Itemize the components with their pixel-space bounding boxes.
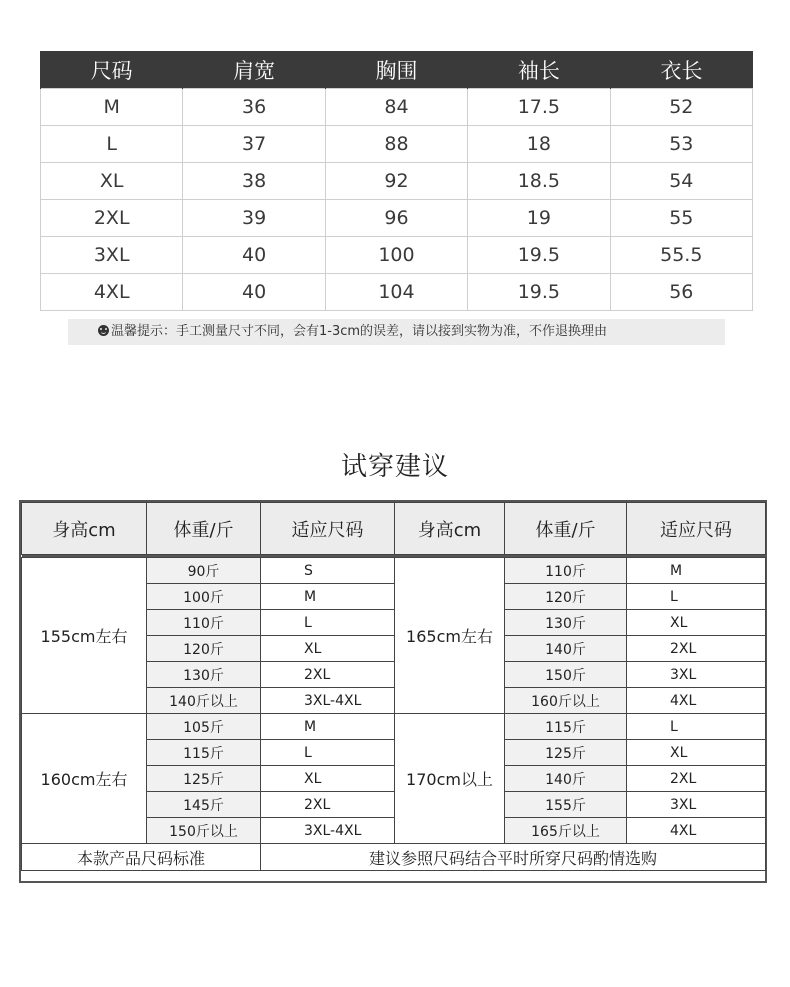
size-chart-row <box>41 126 753 163</box>
fit-weight-right: 140斤 <box>505 636 627 662</box>
fit-table-body <box>22 558 766 844</box>
fit-height-right: 170cm以上 <box>395 714 505 844</box>
fit-size-left: L <box>261 740 395 766</box>
fit-size-right: 2XL <box>627 636 766 662</box>
fit-weight-right: 120斤 <box>505 584 627 610</box>
size-chart-cell: 18 <box>468 126 610 163</box>
size-chart-header: 衣长 <box>610 51 752 89</box>
fit-weight-left: 125斤 <box>147 766 261 792</box>
size-chart-cell: 2XL <box>41 200 183 237</box>
size-chart-cell: 96 <box>325 200 467 237</box>
fit-header: 适应尺码 <box>627 503 766 555</box>
fit-header: 体重/斤 <box>505 503 627 555</box>
size-chart-cell: 19 <box>468 200 610 237</box>
size-chart-header: 尺码 <box>41 51 183 89</box>
size-chart-row <box>41 200 753 237</box>
size-chart-row <box>41 274 753 311</box>
fit-size-left: S <box>261 558 395 584</box>
fit-weight-right: 165斤以上 <box>505 818 627 844</box>
fit-weight-left: 110斤 <box>147 610 261 636</box>
size-chart-cell: 100 <box>325 237 467 274</box>
size-chart-cell: 3XL <box>41 237 183 274</box>
size-chart-cell: M <box>41 89 183 126</box>
fit-weight-left: 100斤 <box>147 584 261 610</box>
fit-weight-right: 115斤 <box>505 714 627 740</box>
size-chart-cell: 18.5 <box>468 163 610 200</box>
size-chart-cell: 17.5 <box>468 89 610 126</box>
fit-size-right: 4XL <box>627 688 766 714</box>
fit-weight-left: 130斤 <box>147 662 261 688</box>
fit-size-left: M <box>261 584 395 610</box>
fit-header: 适应尺码 <box>261 503 395 555</box>
size-chart-cell: 54 <box>610 163 752 200</box>
fit-size-left: 2XL <box>261 662 395 688</box>
size-chart-row <box>41 163 753 200</box>
fit-weight-right: 110斤 <box>505 558 627 584</box>
fit-size-left: XL <box>261 636 395 662</box>
size-chart-cell: 19.5 <box>468 237 610 274</box>
notice-text: 温馨提示：手工测量尺寸不同，会有1-3cm的误差，请以接到实物为准，不作退换理由 <box>111 324 608 339</box>
fit-height-left: 155cm左右 <box>22 558 147 714</box>
fit-size-right: L <box>627 584 766 610</box>
fit-weight-right: 160斤以上 <box>505 688 627 714</box>
fit-header-row <box>22 503 766 555</box>
size-chart-cell: 4XL <box>41 274 183 311</box>
fit-size-left: M <box>261 714 395 740</box>
size-chart-cell: 53 <box>610 126 752 163</box>
fit-size-left: XL <box>261 766 395 792</box>
fit-height-left: 160cm左右 <box>22 714 147 844</box>
size-chart-row <box>41 89 753 126</box>
size-chart-cell: 37 <box>183 126 325 163</box>
fit-row <box>22 558 766 584</box>
fit-size-left: 3XL-4XL <box>261 688 395 714</box>
size-chart-cell: 39 <box>183 200 325 237</box>
fit-weight-right: 130斤 <box>505 610 627 636</box>
fit-weight-left: 105斤 <box>147 714 261 740</box>
fit-weight-left: 115斤 <box>147 740 261 766</box>
fit-weight-right: 125斤 <box>505 740 627 766</box>
size-chart-cell: 19.5 <box>468 274 610 311</box>
fit-weight-right: 155斤 <box>505 792 627 818</box>
fit-row <box>22 714 766 740</box>
size-chart-cell: 56 <box>610 274 752 311</box>
measurement-notice <box>68 319 725 345</box>
size-chart-cell: 38 <box>183 163 325 200</box>
size-chart-header: 胸围 <box>325 51 467 89</box>
fit-size-right: 4XL <box>627 818 766 844</box>
size-chart-cell: 40 <box>183 237 325 274</box>
fit-footer-left: 本款产品尺码标准 <box>22 844 261 871</box>
fit-size-left: 3XL-4XL <box>261 818 395 844</box>
size-chart-cell: 104 <box>325 274 467 311</box>
fit-suggestion-table <box>19 500 767 883</box>
size-chart-table <box>40 51 753 311</box>
fit-size-right: 2XL <box>627 766 766 792</box>
size-chart-cell: 36 <box>183 89 325 126</box>
size-chart-header: 肩宽 <box>183 51 325 89</box>
size-chart-cell: XL <box>41 163 183 200</box>
fit-weight-left: 140斤以上 <box>147 688 261 714</box>
fit-size-left: L <box>261 610 395 636</box>
size-chart-body <box>41 89 753 311</box>
fit-weight-right: 150斤 <box>505 662 627 688</box>
fit-size-right: 3XL <box>627 662 766 688</box>
fit-size-right: L <box>627 714 766 740</box>
fit-header: 身高cm <box>22 503 147 555</box>
fit-weight-right: 140斤 <box>505 766 627 792</box>
fit-size-right: XL <box>627 740 766 766</box>
fit-weight-left: 150斤以上 <box>147 818 261 844</box>
size-chart-row <box>41 237 753 274</box>
fit-header: 体重/斤 <box>147 503 261 555</box>
fit-size-right: 3XL <box>627 792 766 818</box>
size-chart-cell: 92 <box>325 163 467 200</box>
size-chart-header-row <box>41 51 753 89</box>
size-chart-cell: 84 <box>325 89 467 126</box>
fit-header: 身高cm <box>395 503 505 555</box>
size-chart-header: 袖长 <box>468 51 610 89</box>
fit-weight-left: 145斤 <box>147 792 261 818</box>
size-chart-cell: 40 <box>183 274 325 311</box>
fit-footer-right: 建议参照尺码结合平时所穿尺码酌情选购 <box>261 844 766 871</box>
size-chart-cell: 55 <box>610 200 752 237</box>
fit-height-right: 165cm左右 <box>395 558 505 714</box>
size-chart-cell: 52 <box>610 89 752 126</box>
fit-size-left: 2XL <box>261 792 395 818</box>
fit-weight-left: 120斤 <box>147 636 261 662</box>
size-chart-cell: L <box>41 126 183 163</box>
fit-size-right: M <box>627 558 766 584</box>
size-chart-cell: 88 <box>325 126 467 163</box>
fit-size-right: XL <box>627 610 766 636</box>
smile-icon <box>98 325 109 336</box>
fit-footer-row <box>22 844 766 871</box>
fit-weight-left: 90斤 <box>147 558 261 584</box>
fit-section-title: 试穿建议 <box>340 452 449 482</box>
fit-table <box>21 502 766 871</box>
size-chart-cell: 55.5 <box>610 237 752 274</box>
